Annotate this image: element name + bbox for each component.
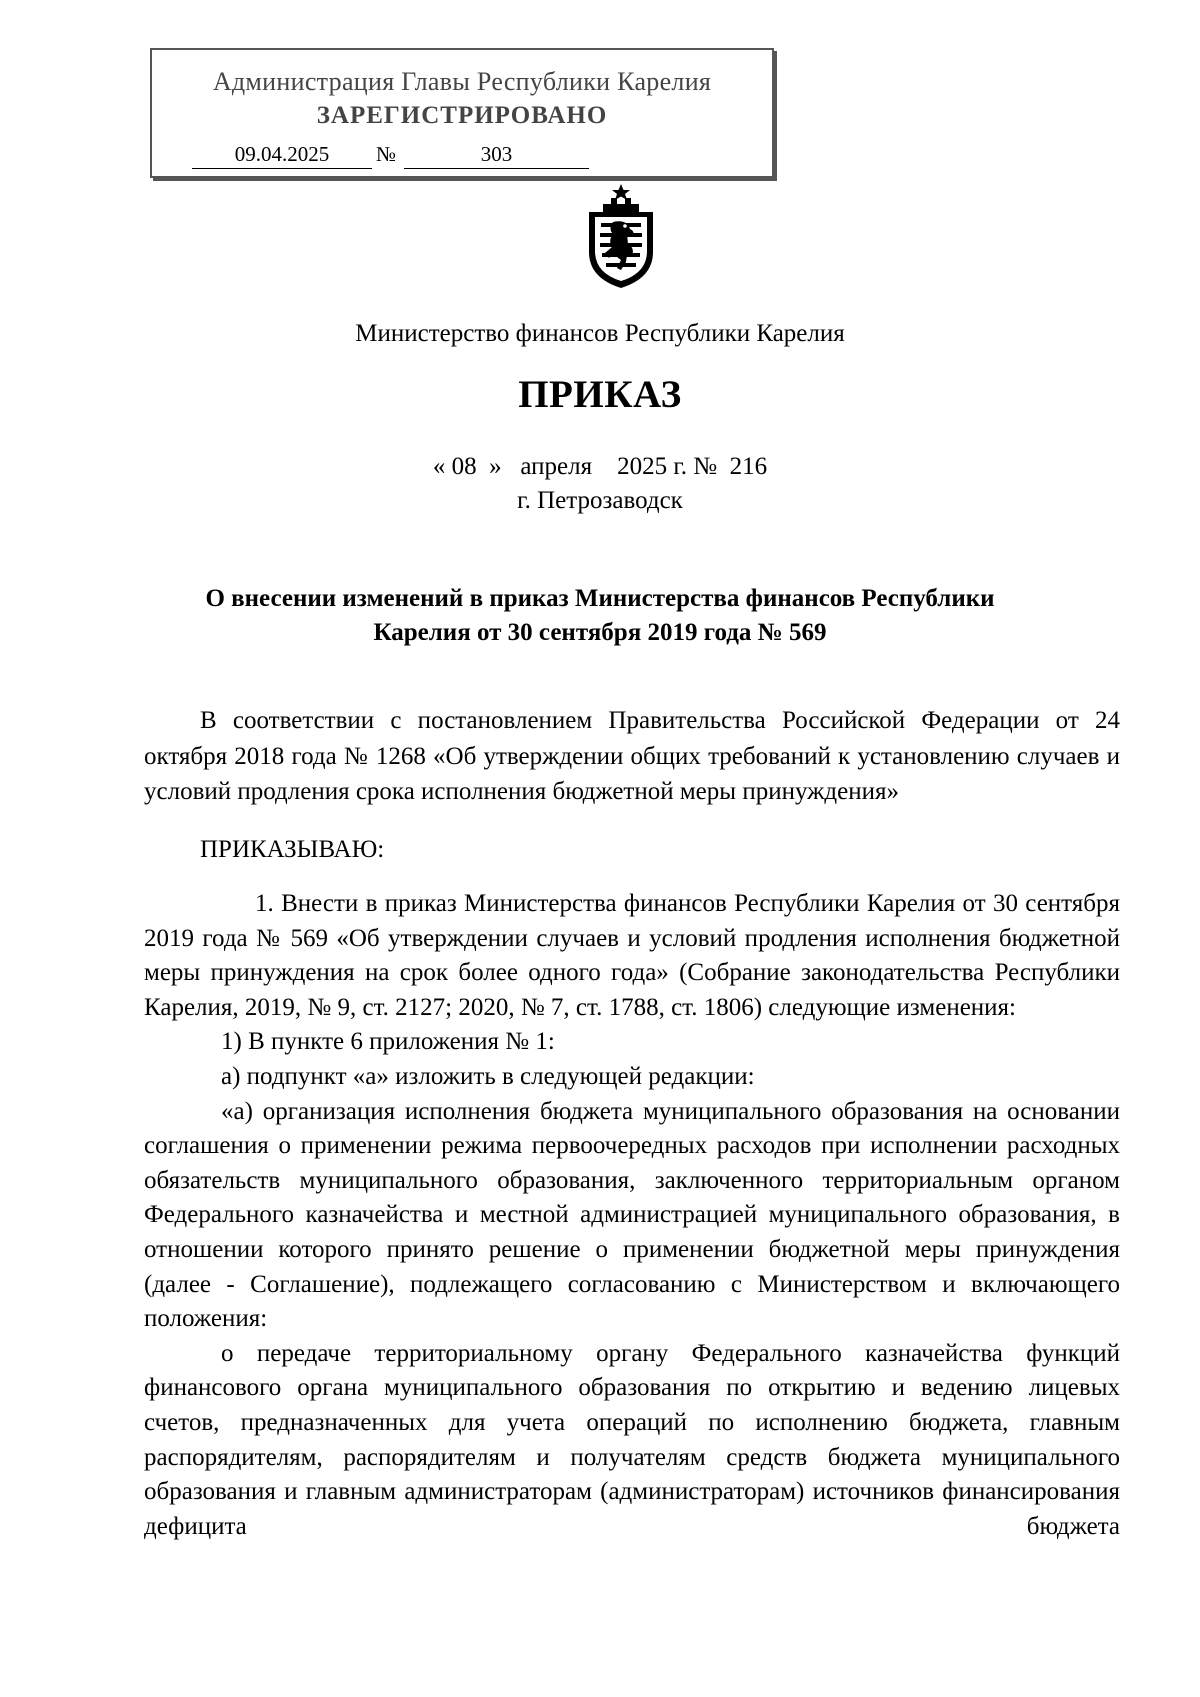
ministry-name: Министерство финансов Республики Карелия [355,320,845,347]
document-date-number: « 08 » апреля 2025 г. № 216 [432,453,768,480]
karelia-coat-of-arms-icon [583,182,659,292]
title-line-2: Карелия от 30 сентября 2019 года № 569 [373,619,827,646]
stamp-registration-line [192,142,752,172]
stamp-number: 303 [404,142,589,169]
stamp-status: ЗАРЕГИСТРИРОВАНО [316,102,608,129]
document-title [150,582,1050,650]
quote-a-paragraph: «а) организация исполнения бюджета муниципального образования на основании соглашения о применении режима первоочередных расходов при исполнении расходных обязательств муниципального образования, заключенного территориальным органом Федерального казначейства и местной администрацией муниципального образования, в отношении которого принято решение о применении бюджетной меры принуждения (далее - Соглашение), подлежащего согласованию с Министерством и включающего положения: [144,1097,1120,1333]
order-word: ПРИКАЗЫВАЮ: [200,835,385,863]
stamp-organization: Администрация Главы Республики Карелия [212,67,712,96]
preamble-paragraph: В соответствии с постановлением Правительства Российской Федерации от 24 октября 2018 года № 1268 «Об утверждении общих требований к установлению случаев и условий продления срока исполнения бюджетной меры принуждения» [144,707,1120,805]
title-line-1: О внесении изменений в приказ Министерства финансов Республики [205,585,995,612]
subitem-1-paragraph: 1) В пункте 6 приложения № 1: [221,1028,555,1056]
subitem-a-paragraph: а) подпункт «а» изложить в следующей редакции: [221,1062,755,1090]
document-type: ПРИКАЗ [518,373,682,416]
registration-stamp [150,48,774,178]
transfer-paragraph: о передаче территориальному органу Федерального казначейства функций финансового органа муниципального образования по открытию и ведению лицевых счетов, предназначенных для учета операций по исполнению бюджета, главным распорядителям, распорядителям и получателям средств бюджета муниципального образования и главным администраторам (администраторам) источников финансирования дефицита бюджета [144,1339,1120,1540]
stamp-date: 09.04.2025 [192,142,372,169]
document-body [144,703,1120,1544]
document-city: г. Петрозаводск [517,487,683,514]
item-1-paragraph: 1. Внести в приказ Министерства финансов Республики Карелия от 30 сентября 2019 года № 569 «Об утверждении случаев и условий продления исполнения бюджетной меры принуждения на срок более одного года» (Собрание законодательства Республики Карелия, 2019, № 9, ст. 2127; 2020, № 7, ст. 1788, ст. 1806) следующие изменения: [144,890,1120,1021]
stamp-number-sign: № [376,142,397,166]
